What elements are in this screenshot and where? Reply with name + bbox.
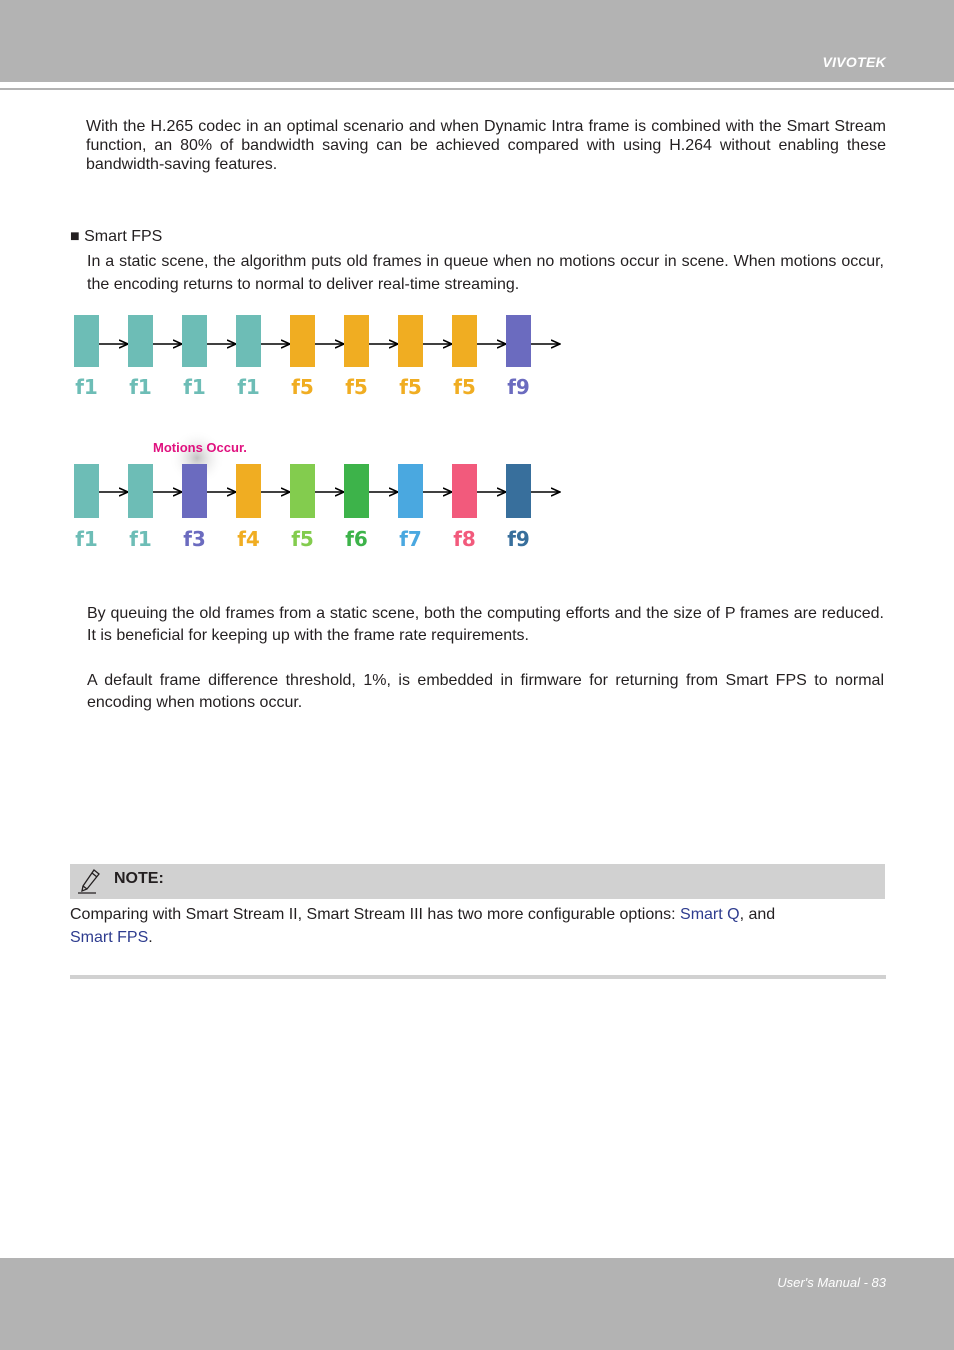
frame-box — [452, 464, 477, 518]
frame-label: f5 — [291, 527, 314, 551]
frame-box — [290, 464, 315, 518]
frame-box — [74, 315, 99, 367]
header-rule — [0, 88, 954, 90]
smart-fps-diagram — [60, 300, 580, 570]
pencil-icon — [76, 867, 102, 895]
page-number: User's Manual - 83 — [777, 1275, 886, 1290]
frame-label: f1 — [237, 375, 260, 399]
frame-label: f5 — [291, 375, 314, 399]
frame-box — [290, 315, 315, 367]
note-text — [70, 903, 885, 949]
note-text-part: Comparing with Smart Stream II, Smart Stream III has two more configurable options: — [70, 906, 681, 923]
frame-box — [344, 315, 369, 367]
frame-label: f3 — [183, 527, 206, 551]
frame-box — [128, 464, 153, 518]
brand-name: VIVOTEK — [822, 54, 886, 70]
frame-box — [506, 464, 531, 518]
frame-box — [74, 464, 99, 518]
frame-label: f4 — [237, 527, 260, 551]
note-header — [70, 864, 885, 899]
smart-fps-link[interactable]: Smart FPS — [70, 929, 149, 946]
intro-paragraph: With the H.265 codec in an optimal scenario and when Dynamic Intra frame is combined with the Smart Stream function, an 80% of bandwidth saving can be achieved compared with using H.264 without enabling these bandwidth-saving features. — [86, 118, 886, 173]
footer-bar — [0, 1258, 954, 1350]
body-paragraph-2: A default frame difference threshold, 1%, is embedded in firmware for returning from Smart FPS to normal encoding when motions occur. — [87, 672, 884, 711]
frame-box — [398, 315, 423, 367]
frame-label: f8 — [453, 527, 476, 551]
note-title: NOTE: — [114, 870, 164, 887]
row2-frames — [74, 464, 560, 551]
smart-fps-description: In a static scene, the algorithm puts old frames in queue when no motions occur in scene. When motions occur, the encoding returns to normal to deliver real-time streaming. — [87, 253, 884, 293]
row1-frames — [74, 315, 560, 399]
note-text-part: . — [148, 929, 153, 946]
frame-box — [236, 464, 261, 518]
frame-label: f1 — [129, 527, 152, 551]
frame-label: f1 — [129, 375, 152, 399]
frame-label: f9 — [507, 375, 530, 399]
frame-box — [128, 315, 153, 367]
frame-label: f7 — [399, 527, 422, 551]
smart-q-link[interactable]: Smart Q — [680, 906, 740, 923]
note-text-part: , and — [739, 906, 776, 923]
frame-label: f1 — [75, 527, 98, 551]
body-paragraph-1: By queuing the old frames from a static scene, both the computing efforts and the size of P frames are reduced. It is beneficial for keeping up with the frame rate requirements. — [87, 605, 884, 644]
frame-box — [398, 464, 423, 518]
frame-box — [344, 464, 369, 518]
frame-label: f1 — [75, 375, 98, 399]
frame-label: f5 — [453, 375, 476, 399]
frame-box — [182, 315, 207, 367]
frame-box — [452, 315, 477, 367]
frame-label: f1 — [183, 375, 206, 399]
note-bottom-rule — [70, 975, 886, 979]
frame-box — [182, 464, 207, 518]
frame-box — [506, 315, 531, 367]
frame-label: f9 — [507, 527, 530, 551]
header-bar — [0, 0, 954, 82]
frame-label: f6 — [345, 527, 368, 551]
frame-label: f5 — [399, 375, 422, 399]
smart-fps-heading: ■ Smart FPS — [70, 228, 163, 245]
frame-label: f5 — [345, 375, 368, 399]
frame-box — [236, 315, 261, 367]
motions-occur-label: Motions Occur. — [153, 440, 247, 455]
